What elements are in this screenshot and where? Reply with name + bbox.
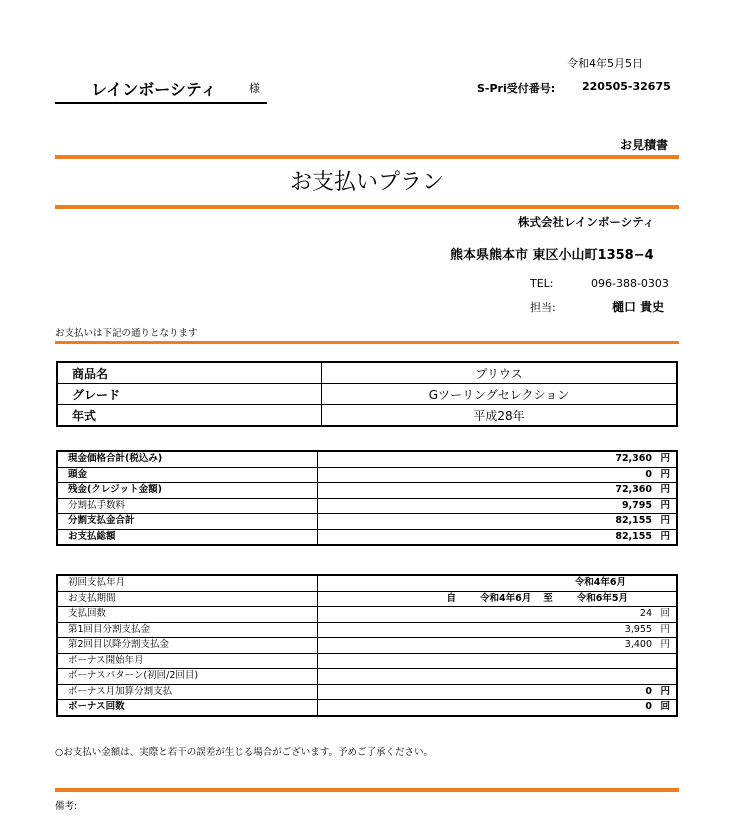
bonus-start-value [318,653,678,669]
table-row [57,514,677,530]
fee-value: 9,795 [621,499,652,511]
cash-price-value: 72,360 [615,453,652,464]
table-row [57,700,677,716]
company-address: 熊本県熊本市 東区小山町1358−4 [450,248,654,263]
fee-cell [318,498,678,514]
count-value: 24 [639,608,652,619]
grand-total-value: 82,155 [615,530,652,542]
table-row [57,405,677,427]
first-amount-value: 3,955 [624,623,652,635]
company-name: 株式会社レインボーシティ [518,215,655,229]
table-row [57,467,677,483]
first-amount-label: 第1回目分割支払金 [57,622,318,638]
yen-unit: 円 [660,499,670,511]
yen-unit: 円 [660,453,670,464]
down-payment-value: 0 [645,468,652,480]
cash-price-label: 現金価格合計(税込み) [57,451,318,467]
page-title: お支払いプラン [289,170,444,195]
count-cell [318,607,678,623]
divider-top [55,155,679,159]
schedule-table [56,574,678,717]
yen-unit: 円 [660,623,670,635]
grade-value: Gツーリングセレクション [322,384,678,405]
table-row [57,607,677,623]
bonus-count-value: 0 [645,701,652,712]
product-table [56,361,678,427]
cash-price-cell [318,451,678,467]
first-month-label: 初回支払年月 [57,575,318,591]
table-row [57,451,677,467]
receipt-number: 220505-32675 [582,80,671,93]
grand-total-label: お支払総額 [57,529,318,545]
tel-label: TEL: [530,277,554,290]
count-unit: 回 [660,701,670,712]
table-row [57,384,677,405]
down-payment-label: 頭金 [57,467,318,483]
down-payment-cell [318,467,678,483]
first-amount-cell [318,622,678,638]
table-row [57,362,677,384]
bonus-add-value: 0 [645,685,652,697]
staff-label: 担当: [530,301,556,314]
staff-name: 樋口 貴史 [612,300,665,314]
bonus-start-label: ボーナス開始年月 [57,653,318,669]
bonus-count-label: ボーナス回数 [57,700,318,716]
doc-type: お見積書 [620,138,669,152]
period-cell [318,591,678,607]
table-row [57,498,677,514]
credit-amount-cell [318,483,678,499]
count-label: 支払回数 [57,607,318,623]
disclaimer-note: ○お支払い金額は、実際と若干の誤差が生じる場合がございます。予めご了承ください。 [55,747,434,758]
yen-unit: 円 [660,468,670,480]
table-row [57,653,677,669]
grade-label: グレード [57,384,322,405]
year-value: 平成28年 [322,405,678,427]
yen-unit: 円 [660,530,670,542]
credit-amount-value: 72,360 [615,484,652,495]
period-label: お支払期間 [57,591,318,607]
intro-text: お支払いは下記の通りとなります [55,328,198,339]
customer-block [55,74,267,104]
second-amount-value: 3,400 [624,639,652,650]
first-month-value: 令和4年6月 [318,575,678,591]
customer-honorific: 様 [249,82,260,95]
yen-unit: 円 [660,685,670,697]
yen-unit: 円 [660,484,670,495]
count-unit: 回 [660,608,670,619]
divider-bottom [55,788,679,792]
table-row [57,638,677,654]
yen-unit: 円 [660,639,670,650]
bonus-pattern-value [318,669,678,685]
divider-title [55,205,679,209]
customer-name: レインボーシティ [91,80,217,99]
second-amount-label: 第2回目以降分割支払金 [57,638,318,654]
installment-total-cell [318,514,678,530]
second-amount-cell [318,638,678,654]
credit-amount-label: 残金(クレジット金額) [57,483,318,499]
yen-unit: 円 [660,515,670,526]
payment-table [56,450,678,546]
period-to: 令和6年5月 [576,592,628,604]
bonus-add-label: ボーナス月加算分割支払 [57,684,318,700]
installment-total-label: 分割支払金合計 [57,514,318,530]
installment-total-value: 82,155 [615,515,652,526]
issue-date: 令和4年5月5日 [567,57,643,70]
period-from: 令和4年6月 [480,592,532,604]
table-row [57,591,677,607]
grand-total-cell [318,529,678,545]
divider-intro [55,341,679,344]
fee-label: 分割払手数料 [57,498,318,514]
bonus-pattern-label: ボーナスパターン(初回/2回目) [57,669,318,685]
table-row [57,622,677,638]
product-value: プリウス [322,362,678,384]
table-row [57,529,677,545]
receipt-label: S-Pri受付番号: [477,82,556,95]
table-row [57,684,677,700]
period-to-label: 至 [543,592,553,604]
period-from-label: 自 [446,592,457,604]
year-label: 年式 [57,405,322,427]
product-label: 商品名 [57,362,322,384]
table-row [57,575,677,591]
table-row [57,669,677,685]
bonus-count-cell [318,700,678,716]
tel-number: 096-388-0303 [591,277,669,290]
table-row [57,483,677,499]
remarks-label: 備考: [55,801,78,812]
bonus-add-cell [318,684,678,700]
